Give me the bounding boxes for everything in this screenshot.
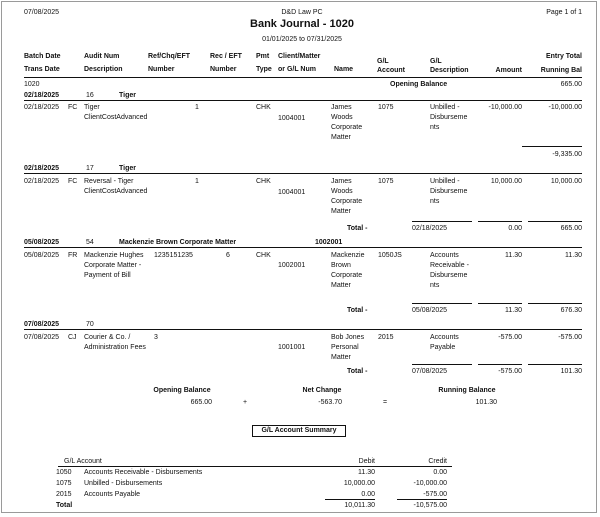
gl-summary-col-credit: Credit — [428, 458, 447, 465]
trans-type-code: FC — [68, 178, 78, 185]
col-batch-date: Batch Date — [24, 53, 61, 60]
client-matter: 1001001 — [278, 344, 306, 351]
gl-description: Accounts Receivable - Disburseme nts — [430, 252, 469, 289]
entry-total: -10,000.00 — [548, 104, 582, 111]
col-amount: Amount — [495, 67, 522, 74]
gl-account: 1075 — [378, 104, 394, 111]
audit-number: 16 — [86, 92, 94, 99]
batch-date: 02/18/2025 — [24, 92, 60, 99]
total-running: 101.30 — [560, 368, 582, 375]
audit-number: 17 — [86, 165, 94, 172]
amount: 10,000.00 — [490, 178, 522, 185]
entry-total: -575.00 — [558, 334, 582, 341]
client-name: Bob Jones Personal Matter — [331, 334, 365, 361]
ref-number: 3 — [154, 334, 158, 341]
trans-date: 07/08/2025 — [24, 334, 60, 341]
col-number-1: Number — [148, 66, 175, 73]
trans-date: 02/18/2025 — [24, 178, 60, 185]
gl-credit: 0.00 — [433, 469, 447, 476]
col-gl-desc: Description — [430, 67, 469, 74]
summary-net-value: -563.70 — [318, 399, 342, 406]
entry-total: 10,000.00 — [550, 178, 582, 185]
col-ref-chq: Ref/Chq/EFT — [148, 53, 190, 60]
col-rec-eft: Rec / EFT — [210, 53, 242, 60]
total-rule — [412, 303, 472, 304]
gl-account: 1050JS — [378, 252, 402, 259]
total-rule — [412, 364, 472, 365]
total-amount: 11.30 — [505, 307, 522, 314]
gl-credit: -10,000.00 — [413, 480, 447, 487]
opening-balance-label: Opening Balance — [390, 81, 448, 88]
opening-balance-value: 665.00 — [560, 81, 582, 88]
col-audit-num: Audit Num — [84, 53, 120, 60]
batch-name: Tiger — [119, 165, 136, 172]
gl-summary-header-rule — [58, 466, 452, 467]
total-rule — [528, 303, 582, 304]
gl-debit: 0.00 — [361, 491, 375, 498]
col-name: Name — [334, 66, 354, 73]
client-matter: 1004001 — [278, 189, 306, 196]
amount: -575.00 — [498, 334, 522, 341]
total-rule — [478, 364, 522, 365]
col-description: Description — [84, 66, 123, 73]
total-label: Total - — [347, 368, 368, 375]
group-rule — [24, 247, 582, 248]
report-title: Bank Journal - 1020 — [250, 18, 354, 30]
page-number: Page 1 of 1 — [546, 9, 582, 16]
amount: -10,000.00 — [488, 104, 522, 111]
col-running-bal: Running Bal — [540, 67, 582, 74]
gl-description: Accounts Payable — [430, 334, 459, 351]
trans-type-code: FC — [68, 104, 78, 111]
col-entry-total: Entry Total — [545, 53, 582, 60]
total-running: 676.30 — [560, 307, 582, 314]
pmt-type: CHK — [256, 104, 271, 111]
summary-opening-label: Opening Balance — [153, 387, 211, 394]
group-rule — [24, 329, 582, 330]
print-date: 07/08/2025 — [24, 9, 60, 16]
col-account: Account — [377, 67, 405, 74]
gl-debit: 11.30 — [358, 469, 375, 476]
total-date: 05/08/2025 — [412, 307, 448, 314]
gl-number: 2015 — [56, 491, 72, 498]
total-label: Total - — [347, 307, 368, 314]
audit-number: 70 — [86, 321, 94, 328]
gl-name: Accounts Receivable - Disbursements — [84, 469, 203, 476]
col-pmt: Pmt — [256, 53, 270, 60]
client-name: James Woods Corporate Matter — [331, 104, 363, 141]
gl-total-label: Total — [56, 502, 73, 509]
total-amount: 0.00 — [508, 225, 522, 232]
range-to: 07/31/2025 — [306, 36, 342, 43]
col-trans-date: Trans Date — [24, 66, 60, 73]
group-rule — [24, 173, 582, 174]
subtotal-rule — [522, 146, 582, 147]
firm-name: D&D Law PC — [281, 9, 323, 16]
batch-name: Mackenzie Brown Corporate Matter — [119, 239, 237, 246]
amount: 11.30 — [505, 252, 522, 259]
gl-account: 1075 — [378, 178, 394, 185]
total-amount: -575.00 — [498, 368, 522, 375]
running-balance: -9,335.00 — [552, 151, 582, 158]
total-rule — [478, 303, 522, 304]
trans-date: 05/08/2025 — [24, 252, 60, 259]
gl-name: Accounts Payable — [84, 491, 141, 498]
trans-type-code: CJ — [68, 334, 77, 341]
equals-sign: = — [383, 399, 388, 406]
summary-running-value: 101.30 — [475, 399, 497, 406]
total-rule — [528, 221, 582, 222]
gl-credit: -575.00 — [423, 491, 447, 498]
gl-number: 1050 — [56, 469, 72, 476]
plus-sign: + — [243, 399, 248, 406]
trans-description: Reversal - Tiger ClientCostAdvanced — [84, 178, 148, 195]
gl-summary-col-debit: Debit — [358, 458, 375, 465]
batch-matter-ref: 1002001 — [315, 239, 343, 246]
gl-name: Unbilled - Disbursements — [84, 480, 163, 487]
col-gl: G/L — [377, 58, 389, 65]
gl-summary-col-account: G/L Account — [64, 458, 102, 465]
gl-summary-title: G/L Account Summary — [252, 425, 346, 437]
range-from: 01/01/2025 — [262, 36, 298, 43]
client-matter: 1002001 — [278, 262, 306, 269]
col-number-2: Number — [210, 66, 237, 73]
pmt-type: CHK — [256, 252, 271, 259]
rec-number: 1 — [195, 104, 199, 111]
audit-number: 54 — [86, 239, 94, 246]
gl-description: Unbilled - Disburseme nts — [430, 104, 468, 131]
gl-total-rule — [397, 499, 447, 500]
total-running: 665.00 — [560, 225, 582, 232]
gl-total-rule — [325, 499, 375, 500]
trans-description: Tiger ClientCostAdvanced — [84, 104, 148, 121]
batch-date: 07/08/2025 — [24, 321, 60, 328]
client-matter: 1004001 — [278, 115, 306, 122]
gl-debit: 10,000.00 — [343, 480, 375, 487]
total-rule — [528, 364, 582, 365]
ref-number: 1235151235 — [154, 252, 193, 259]
gl-total-debit: 10,011.30 — [344, 502, 375, 509]
rec-number: 1 — [195, 178, 199, 185]
trans-description: Mackenzie Hughes Corporate Matter - Payment of Bill — [84, 252, 144, 279]
gl-total-credit: -10,575.00 — [413, 502, 447, 509]
batch-date: 05/08/2025 — [24, 239, 60, 246]
col-client-matter: Client/Matter — [278, 53, 321, 60]
total-label: Total - — [347, 225, 368, 232]
total-date: 07/08/2025 — [412, 368, 448, 375]
trans-description: Courier & Co. / Administration Fees — [84, 334, 146, 351]
summary-net-label: Net Change — [302, 387, 342, 394]
group-rule — [24, 100, 582, 101]
total-rule — [412, 221, 472, 222]
col-type: Type — [256, 66, 272, 73]
date-range — [202, 35, 402, 44]
summary-running-label: Running Balance — [438, 387, 496, 394]
gl-description: Unbilled - Disburseme nts — [430, 178, 468, 205]
col-gl-2: G/L — [430, 58, 442, 65]
client-name: Mackenzie Brown Corporate Matter — [331, 252, 365, 289]
gl-number: 1075 — [56, 480, 72, 487]
pmt-type: CHK — [256, 178, 271, 185]
range-to-word: to — [299, 36, 305, 43]
trans-type-code: FR — [68, 252, 78, 259]
total-date: 02/18/2025 — [412, 225, 448, 232]
col-or-gl: or G/L Num — [278, 66, 316, 73]
batch-date: 02/18/2025 — [24, 165, 60, 172]
total-rule — [478, 221, 522, 222]
trans-date: 02/18/2025 — [24, 104, 60, 111]
batch-name: Tiger — [119, 92, 136, 99]
report-page — [1, 1, 597, 513]
account-number: 1020 — [24, 81, 40, 88]
header-rule — [24, 77, 582, 78]
summary-opening-value: 665.00 — [190, 399, 212, 406]
client-name: James Woods Corporate Matter — [331, 178, 363, 215]
rec-number: 6 — [226, 252, 230, 259]
entry-total: 11.30 — [565, 252, 582, 259]
gl-account: 2015 — [378, 334, 394, 341]
